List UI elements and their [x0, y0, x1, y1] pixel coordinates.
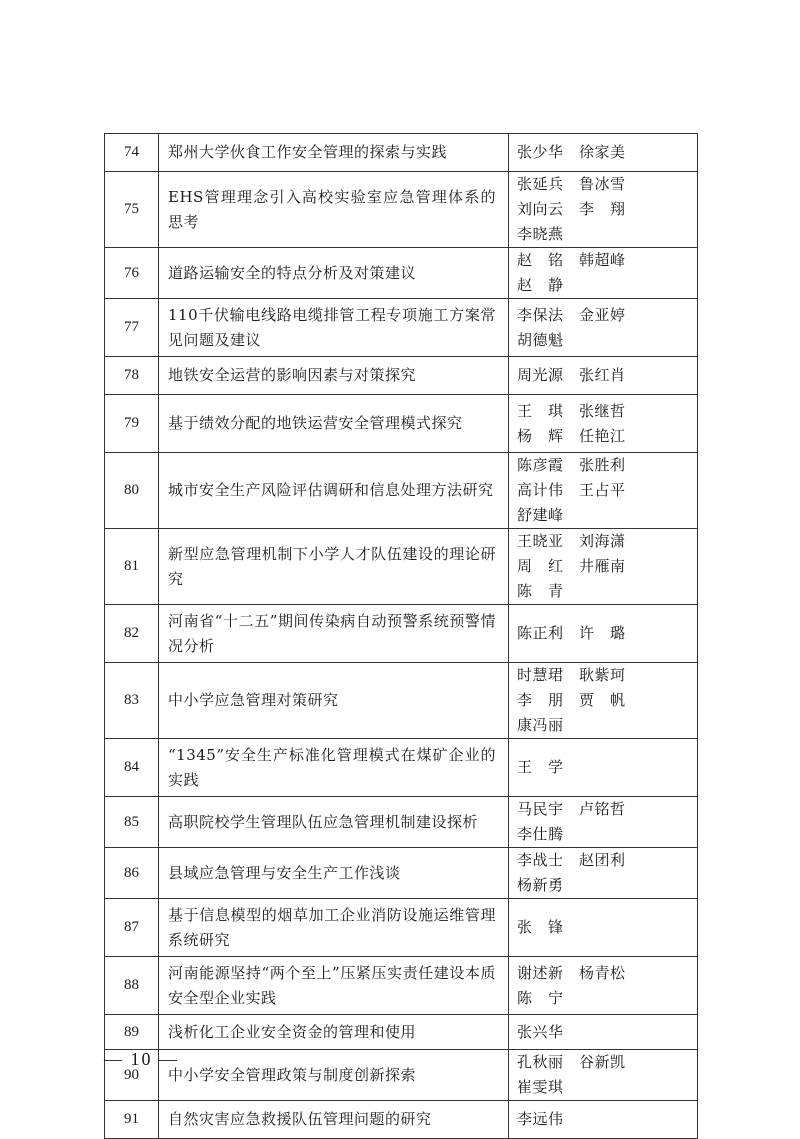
row-authors: [509, 172, 698, 248]
row-title: 基于信息模型的烟草加工企业消防设施运维管理系统研究: [159, 899, 509, 957]
author-name: 高计伟: [517, 481, 564, 499]
author-name: 李 朋: [517, 691, 564, 709]
author-name: 鲁冰雪: [579, 175, 626, 193]
table-row: [105, 453, 698, 529]
row-number: 83: [105, 663, 159, 739]
row-number: 85: [105, 797, 159, 848]
author-name: 张胜利: [579, 456, 626, 474]
row-title: 浅析化工企业安全资金的管理和使用: [159, 1015, 509, 1050]
author-name: 赵团利: [579, 851, 626, 869]
table-row: [105, 529, 698, 605]
author-name: 王晓亚: [517, 532, 564, 550]
row-number: 90: [105, 1050, 159, 1101]
table-row: [105, 1015, 698, 1050]
row-number: 75: [105, 172, 159, 248]
author-name: 马民宇: [517, 800, 564, 818]
row-authors: [509, 848, 698, 899]
author-name: 杨 辉: [517, 426, 564, 445]
author-name: 张 锋: [517, 918, 564, 936]
row-title: 郑州大学伙食工作安全管理的探索与实践: [159, 134, 509, 172]
author-name: 许 璐: [579, 624, 626, 642]
author-name: 韩超峰: [579, 251, 626, 269]
author-name: 王占平: [579, 481, 626, 499]
author-name: 陈 宁: [517, 988, 564, 1007]
author-name: 刘海潇: [579, 532, 626, 550]
author-name: 康冯丽: [517, 716, 564, 734]
table-row: [105, 248, 698, 299]
author-name: 陈彦霞: [517, 456, 564, 474]
author-name: 赵 静: [517, 276, 564, 294]
author-name: 崔雯琪: [517, 1078, 564, 1096]
table-row: [105, 957, 698, 1015]
table-row: [105, 172, 698, 248]
table-row: [105, 848, 698, 899]
author-name: 任艳江: [579, 426, 626, 445]
row-authors: [509, 663, 698, 739]
author-name: 张继哲: [579, 401, 626, 420]
author-name: 胡德魁: [517, 330, 564, 349]
row-title: 基于绩效分配的地铁运营安全管理模式探究: [159, 395, 509, 453]
author-name: 杨新勇: [517, 876, 564, 894]
author-name: 谷新凯: [579, 1053, 626, 1071]
row-number: 89: [105, 1015, 159, 1050]
row-number: 76: [105, 248, 159, 299]
table-row: [105, 1050, 698, 1101]
table-row: [105, 357, 698, 395]
author-name: 金亚婷: [579, 305, 626, 324]
author-name: 张少华: [517, 143, 564, 161]
author-name: 张红肖: [579, 366, 626, 384]
row-authors: [509, 605, 698, 663]
author-name: 王 学: [517, 758, 564, 776]
row-number: 79: [105, 395, 159, 453]
author-name: 刘向云: [517, 200, 564, 218]
row-authors: [509, 899, 698, 957]
table-row: [105, 797, 698, 848]
row-title: 110千伏输电线路电缆排管工程专项施工方案常见问题及建议: [159, 299, 509, 357]
author-name: 舒建峰: [517, 506, 564, 524]
table-row: [105, 134, 698, 172]
author-name: 李远伟: [517, 1110, 564, 1128]
row-title: 地铁安全运营的影响因素与对策探究: [159, 357, 509, 395]
row-title: “1345”安全生产标准化管理模式在煤矿企业的实践: [159, 739, 509, 797]
author-name: 井雁南: [579, 557, 626, 575]
table-row: [105, 395, 698, 453]
row-authors: [509, 957, 698, 1015]
author-name: 耿紫珂: [579, 666, 626, 684]
row-number: 78: [105, 357, 159, 395]
author-name: 贾 帆: [579, 691, 626, 709]
author-name: 时慧珺: [517, 666, 564, 684]
row-number: 80: [105, 453, 159, 529]
author-name: 卢铭哲: [579, 800, 626, 818]
table-row: [105, 739, 698, 797]
author-name: 周光源: [517, 366, 564, 384]
author-name: 王 琪: [517, 401, 564, 420]
row-authors: [509, 248, 698, 299]
author-name: 张兴华: [517, 1022, 564, 1041]
author-name: 杨青松: [579, 963, 626, 982]
row-authors: [509, 357, 698, 395]
project-list-table: [104, 133, 698, 1139]
row-title: 县域应急管理与安全生产工作浅谈: [159, 848, 509, 899]
row-title: 道路运输安全的特点分析及对策建议: [159, 248, 509, 299]
row-title: 河南省“十二五”期间传染病自动预警系统预警情况分析: [159, 605, 509, 663]
row-authors: [509, 134, 698, 172]
author-name: 谢述新: [517, 963, 564, 982]
row-authors: [509, 453, 698, 529]
author-name: 李保法: [517, 305, 564, 324]
row-title: 新型应急管理机制下小学人才队伍建设的理论研究: [159, 529, 509, 605]
row-authors: [509, 1050, 698, 1101]
row-title: 中小学安全管理政策与制度创新探索: [159, 1050, 509, 1101]
author-name: 张延兵: [517, 175, 564, 193]
row-authors: [509, 739, 698, 797]
table-row: [105, 299, 698, 357]
row-number: 87: [105, 899, 159, 957]
row-title: 城市安全生产风险评估调研和信息处理方法研究: [159, 453, 509, 529]
author-name: 徐家美: [579, 143, 626, 161]
author-name: 李晓燕: [517, 225, 564, 243]
table-row: [105, 1101, 698, 1139]
row-authors: [509, 395, 698, 453]
row-authors: [509, 299, 698, 357]
page-number: — 10 —: [104, 1049, 179, 1069]
author-name: 陈正利: [517, 624, 564, 642]
author-name: 李战士: [517, 851, 564, 869]
row-number: 81: [105, 529, 159, 605]
row-authors: [509, 1101, 698, 1139]
author-name: 周 红: [517, 557, 564, 575]
row-number: 86: [105, 848, 159, 899]
row-authors: [509, 529, 698, 605]
row-number: 88: [105, 957, 159, 1015]
author-name: 李仕腾: [517, 825, 564, 843]
row-number: 77: [105, 299, 159, 357]
table-row: [105, 899, 698, 957]
table-row: [105, 663, 698, 739]
author-name: 李 翔: [579, 200, 626, 218]
row-title: 中小学应急管理对策研究: [159, 663, 509, 739]
row-number: 74: [105, 134, 159, 172]
row-title: 自然灾害应急救援队伍管理问题的研究: [159, 1101, 509, 1139]
row-authors: [509, 797, 698, 848]
row-number: 84: [105, 739, 159, 797]
row-title: 河南能源坚持“两个至上”压紧压实责任建设本质安全型企业实践: [159, 957, 509, 1015]
author-name: 孔秋丽: [517, 1053, 564, 1071]
row-authors: [509, 1015, 698, 1050]
row-title: 高职院校学生管理队伍应急管理机制建设探析: [159, 797, 509, 848]
table-row: [105, 605, 698, 663]
row-number: 91: [105, 1101, 159, 1139]
row-title: EHS管理理念引入高校实验室应急管理体系的思考: [159, 172, 509, 248]
author-name: 陈 青: [517, 582, 564, 600]
row-number: 82: [105, 605, 159, 663]
author-name: 赵 铭: [517, 251, 564, 269]
